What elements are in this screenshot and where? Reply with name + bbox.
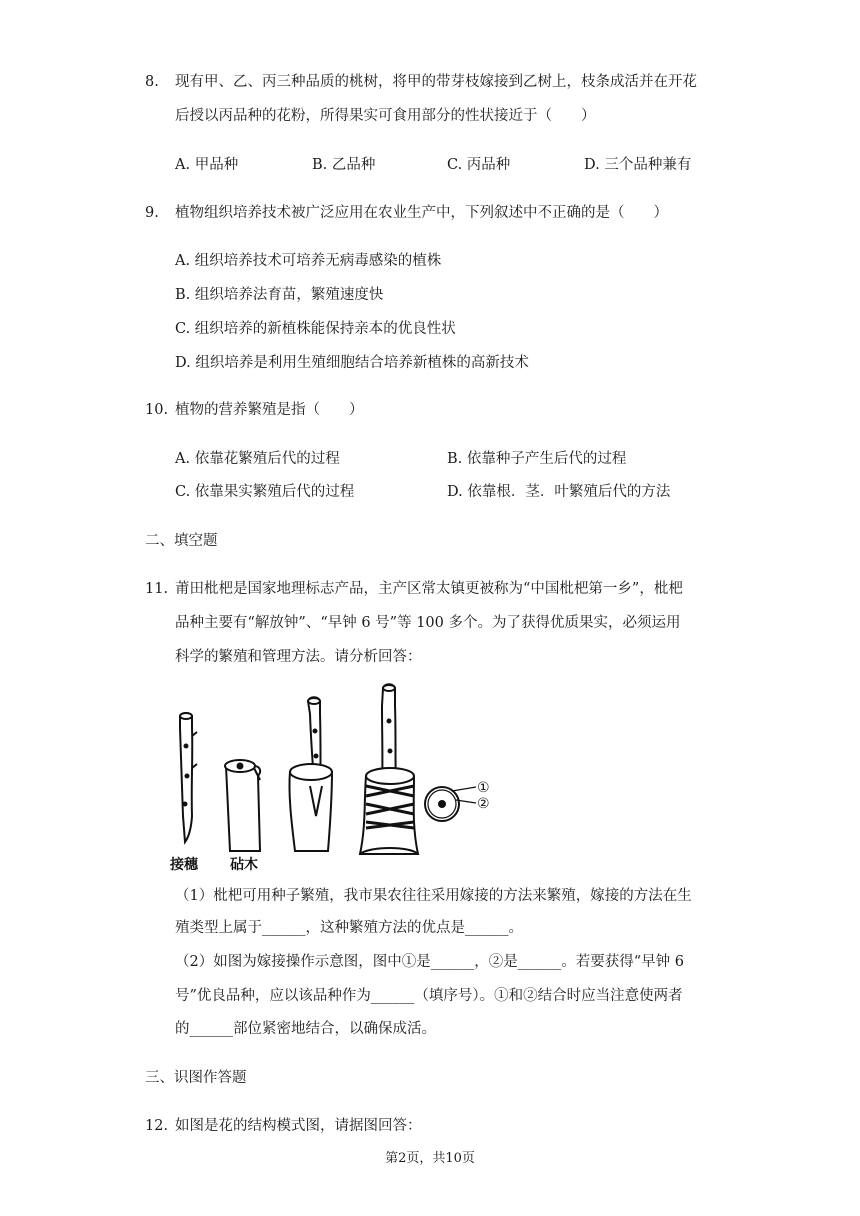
- question-11-sub1-line1: （1）枇杷可用种子繁殖，我市果农往往采用嫁接的方法来繁殖，嫁接的方法在生: [175, 888, 692, 904]
- insertion-drawing: [289, 697, 332, 851]
- question-10-option-b: B. 依靠种子产生后代的过程: [447, 451, 627, 467]
- question-11-sub2-line2: 号”优良品种，应以该品种作为______（填序号）。①和②结合时应当注意使两者: [175, 988, 683, 1004]
- bound-graft-drawing: [360, 684, 418, 854]
- question-9-option-c: C. 组织培养的新植株能保持亲本的优良性状: [175, 321, 456, 337]
- page-footer: 第2页，共10页: [385, 1151, 475, 1166]
- grafting-illustration: [170, 676, 510, 876]
- question-8-stem-line1: 现有甲、乙、丙三种品质的桃树，将甲的带芽枝嫁接到乙树上，枝条成活并在开花: [175, 74, 697, 90]
- section-heading-fill-in: 二、填空题: [145, 533, 218, 549]
- question-11-line1: 莆田枇杷是国家地理标志产品，主产区常太镇更被称为“中国枇杷第一乡”，枇杷: [175, 581, 683, 597]
- question-11-sub2-line3: 的______部位紧密地结合，以确保成活。: [175, 1021, 436, 1037]
- section-heading-diagram-answer: 三、识图作答题: [145, 1070, 247, 1086]
- rootstock-drawing: [225, 760, 260, 851]
- question-8-number: 8.: [145, 74, 159, 90]
- cross-section-drawing: [425, 787, 476, 821]
- scion-drawing: [180, 713, 197, 842]
- question-12-stem: 如图是花的结构模式图，请据图回答：: [175, 1118, 422, 1134]
- marker-1: ①: [477, 780, 490, 796]
- question-11-sub1-line2: 殖类型上属于______，这种繁殖方法的优点是______。: [175, 920, 523, 936]
- question-8-option-d: D. 三个品种兼有: [584, 157, 692, 173]
- question-9-option-d: D. 组织培养是利用生殖细胞结合培养新植株的高新技术: [175, 355, 529, 371]
- question-11-line3: 科学的繁殖和管理方法。请分析回答：: [175, 649, 422, 665]
- grafting-diagram: [170, 676, 510, 876]
- question-9-number: 9.: [145, 205, 159, 221]
- marker-2: ②: [477, 796, 490, 812]
- question-9-option-a: A. 组织培养技术可培养无病毒感染的植株: [175, 253, 442, 269]
- question-9-stem: 植物组织培养技术被广泛应用在农业生产中，下列叙述中不正确的是（ ）: [175, 205, 668, 221]
- question-9-option-b: B. 组织培养法育苗，繁殖速度快: [175, 287, 384, 303]
- question-10-stem: 植物的营养繁殖是指（ ）: [175, 402, 364, 418]
- question-10-option-c: C. 依靠果实繁殖后代的过程: [175, 484, 355, 500]
- question-10-option-a: A. 依靠花繁殖后代的过程: [175, 451, 340, 467]
- question-11-line2: 品种主要有“解放钟”、“早钟 6 号”等 100 多个。为了获得优质果实，必须运用: [175, 615, 681, 631]
- question-8-option-c: C. 丙品种: [447, 157, 511, 173]
- question-11-sub2-line1: （2）如图为嫁接操作示意图，图中①是______，②是______。若要获得“早钟 6: [175, 954, 684, 970]
- question-8-stem-line2: 后授以丙品种的花粉，所得果实可食用部分的性状接近于（ ）: [175, 108, 596, 124]
- question-12-number: 12.: [145, 1118, 169, 1134]
- label-rootstock: 砧木: [230, 857, 258, 873]
- label-scion: 接穗: [170, 857, 198, 873]
- question-10-option-d: D. 依靠根．茎．叶繁殖后代的方法: [447, 484, 671, 500]
- question-8-option-b: B. 乙品种: [312, 157, 376, 173]
- question-8-option-a: A. 甲品种: [175, 157, 239, 173]
- question-11-number: 11.: [145, 581, 169, 597]
- question-10-number: 10.: [145, 402, 169, 418]
